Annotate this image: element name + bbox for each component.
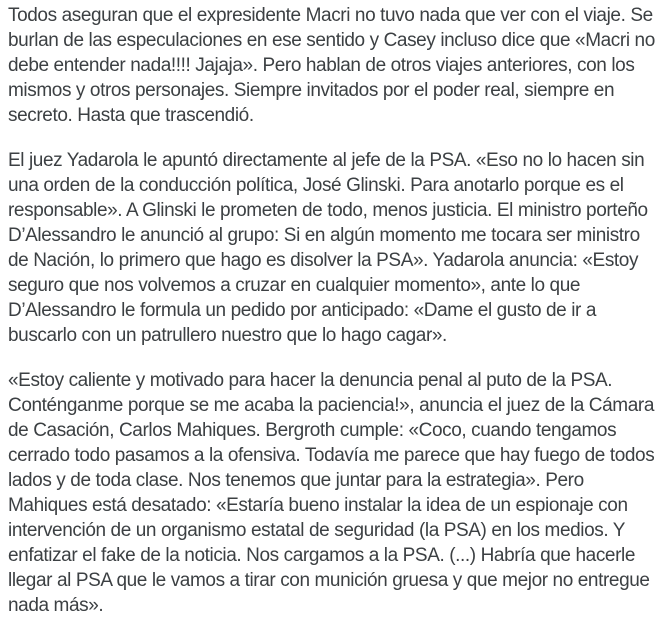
paragraph-1: Todos aseguran que el expresidente Macri no tuvo nada que ver con el viaje. Se burlan de las especulaciones en ese sentido y Casey incluso dice que «Macri no debe entender nada!!!! Jajaja». Pero hablan de otros viajes anteriores, con los mismos y otros personajes. Siempre invitados por el poder real, siempre en secreto. Hasta que trascendió. [8,5,655,126]
paragraph-2: El juez Yadarola le apuntó directamente al jefe de la PSA. «Eso no lo hacen sin una orden de la conducción política, José Glinski. Para anotarlo porque es el responsable». A Glinski le prometen de todo, menos justicia. El ministro porteño D’Alessandro le anunció al grupo: Si en algún momento me tocara ser ministro de Nación, lo primero que hago es disolver la PSA». Yadarola anuncia: «Estoy seguro que nos volvemos a cruzar en cualquier momento», ante lo que D’Alessandro le formula un pedido por anticipado: «Dame el gusto de ir a buscarlo con un patrullero nuestro que lo hago cagar». [8,150,648,346]
paragraph-3: «Estoy caliente y motivado para hacer la denuncia penal al puto de la PSA. Conténganme porque se me acaba la paciencia!», anuncia el juez de la Cámara de Casación, Carlos Mahiques. Bergroth cumple: «Coco, cuando tengamos cerrado todo pasamos a la ofensiva. Todavía me parece que hay fuego de todos lados y de toda clase. Nos tenemos que juntar para la estrategia». Pero Mahiques está desatado: «Estaría bueno instalar la idea de un espionaje con intervención de un organismo estatal de seguridad (la PSA) en los medios. Y enfatizar el fake de la noticia. Nos cargamos a la PSA. (...) Habría que hacerle llegar al PSA que le vamos a tirar con munición gruesa y que mejor no entregue nada más». [8,370,655,616]
